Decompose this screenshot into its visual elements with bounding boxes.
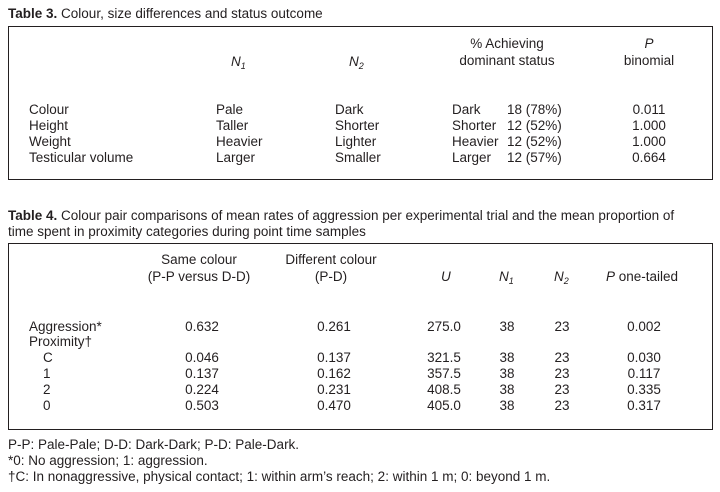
table4-diff: 0.162 xyxy=(317,366,351,381)
table3-n1: Heavier xyxy=(216,134,263,149)
table4-n1: 38 xyxy=(499,398,515,413)
table4-title-line1: Colour pair comparisons of mean rates of aggression per experimental trial and the mean proportion of xyxy=(61,208,675,223)
table4-u: 275.0 xyxy=(427,319,461,334)
table4-header-diff-2: (P-D) xyxy=(314,269,348,284)
table4-box xyxy=(8,243,713,430)
footnote-proximity: †C: In nonaggressive, physical contact; 1: within arm’s reach; 2: within 1 m; 0: beyond 1 m. xyxy=(8,469,551,484)
table3-n1: Taller xyxy=(216,118,249,133)
table3-trait: Weight xyxy=(29,134,71,149)
table4-n1: 38 xyxy=(499,366,515,381)
table4-row-label: 1 xyxy=(43,366,51,381)
table4-same: 0.503 xyxy=(185,398,219,413)
table4-diff: 0.470 xyxy=(317,398,351,413)
table4-u: 321.5 xyxy=(427,350,461,365)
table4-p: 0.335 xyxy=(627,382,661,397)
table4-row-label: C xyxy=(43,350,53,365)
footnote-abbreviations: P-P: Pale-Pale; D-D: Dark-Dark; P-D: Pale-Dark. xyxy=(8,437,300,452)
table4-label: Table 4. xyxy=(8,208,58,223)
table3-header-achieving-1: % Achieving xyxy=(470,36,544,51)
table4-n2: 23 xyxy=(554,382,570,397)
table3-count: 12 (52%) xyxy=(507,134,562,149)
table4-header-same-1: Same colour xyxy=(161,252,237,267)
table4-n2: 23 xyxy=(554,319,570,334)
table3-n2: Dark xyxy=(335,102,364,117)
table3-trait: Testicular volume xyxy=(29,150,134,165)
table4-header-diff-1: Different colour xyxy=(285,252,377,267)
table4-u: 408.5 xyxy=(427,382,461,397)
table4-u: 357.5 xyxy=(427,366,461,381)
table3-dom: Dark xyxy=(452,102,481,117)
table4-row-label: 2 xyxy=(43,382,51,397)
table4-n2: 23 xyxy=(554,398,570,413)
table3-n2: Shorter xyxy=(335,118,380,133)
table4-header-n2: $N_2$ xyxy=(554,269,569,286)
table3-dom: Heavier xyxy=(452,134,499,149)
table3-count: 12 (57%) xyxy=(507,150,562,165)
table4-caption xyxy=(8,208,674,224)
table4-same: 0.046 xyxy=(185,350,219,365)
table4-row-label: 0 xyxy=(43,398,51,413)
table3-header-achieving-2: dominant status xyxy=(459,53,555,68)
table3-header-n1: $N_1$ xyxy=(231,54,246,71)
table3-header-n2: $N_2$ xyxy=(349,54,364,71)
table4-title-line2: time spent in proximity categories during point time samples xyxy=(8,224,366,239)
table3-count: 12 (52%) xyxy=(507,118,562,133)
table3-caption xyxy=(8,6,323,22)
table4-n1: 38 xyxy=(499,382,515,397)
table4-header-n1: $N_1$ xyxy=(499,269,514,286)
table3-header-binomial: binomial xyxy=(623,53,675,68)
table3-trait: Height xyxy=(29,118,69,133)
table4-row-label: Proximity† xyxy=(29,334,93,349)
table3-count: 18 (78%) xyxy=(507,102,562,117)
table4-same: 0.137 xyxy=(185,366,219,381)
table4-header-p: P one-tailed xyxy=(606,269,679,284)
footnote-aggression: *0: No aggression; 1: aggression. xyxy=(8,453,208,468)
table3-p: 1.000 xyxy=(632,134,666,149)
table4-header-same-2: (P-P versus D-D) xyxy=(147,269,251,284)
table4-p: 0.117 xyxy=(627,366,661,381)
table4-header-u: U xyxy=(441,269,451,284)
table4-same: 0.632 xyxy=(185,319,219,334)
table3-n2: Lighter xyxy=(335,134,377,149)
table3-p: 0.664 xyxy=(632,150,666,165)
table4-row-label: Aggression* xyxy=(29,319,102,334)
table3-dom: Larger xyxy=(452,150,492,165)
table4-p: 0.317 xyxy=(627,398,661,413)
table4-diff: 0.231 xyxy=(317,382,351,397)
table4-n2: 23 xyxy=(554,366,570,381)
table4-p: 0.002 xyxy=(627,319,661,334)
table3-header-p: P xyxy=(644,36,654,51)
table3-trait: Colour xyxy=(29,102,69,117)
table4-n2: 23 xyxy=(554,350,570,365)
table4-n1: 38 xyxy=(499,319,515,334)
table4-n1: 38 xyxy=(499,350,515,365)
table3-n2: Smaller xyxy=(335,150,381,165)
table3-p: 1.000 xyxy=(632,118,666,133)
table4-diff: 0.261 xyxy=(317,319,351,334)
table4-diff: 0.137 xyxy=(317,350,351,365)
table4-u: 405.0 xyxy=(427,398,461,413)
table4-p: 0.030 xyxy=(627,350,661,365)
table3-box xyxy=(8,26,713,180)
table3-title: Colour, size differences and status outcome xyxy=(61,6,323,21)
table3-n1: Larger xyxy=(216,150,256,165)
table3-p: 0.011 xyxy=(632,102,666,117)
table3-dom: Shorter xyxy=(452,118,497,133)
table3-label: Table 3. xyxy=(8,6,58,21)
table3-n1: Pale xyxy=(216,102,244,117)
table4-same: 0.224 xyxy=(185,382,219,397)
